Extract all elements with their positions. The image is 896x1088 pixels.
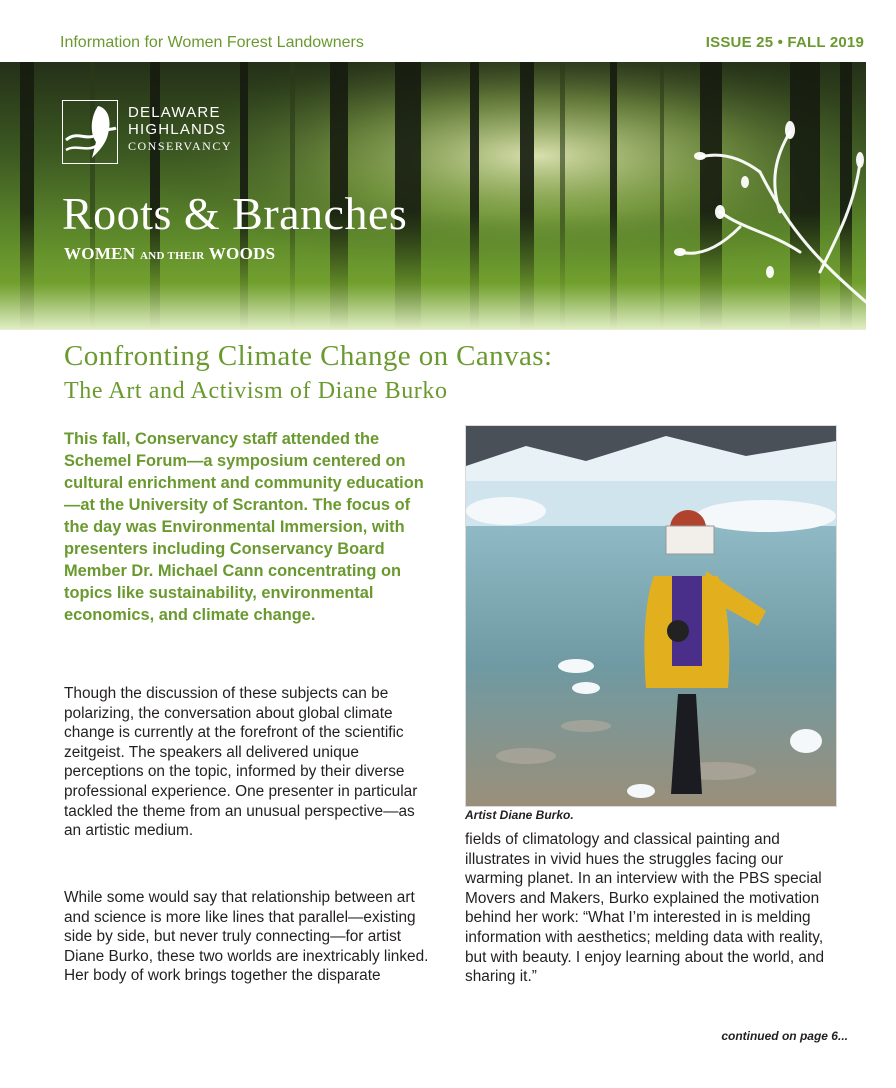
article-paragraph-2: While some would say that relationship between art and science is more like lines that parallel—existing side by side, but never truly connecting—for artist Diane Burko, these two worlds are inextricably linked. Her body of work brings together the disparate bbox=[64, 889, 429, 985]
continued-note: continued on page 6... bbox=[721, 1029, 848, 1043]
logo-line-1: DELAWARE bbox=[128, 104, 221, 121]
masthead-subtitle-and-their: AND THEIR bbox=[139, 250, 205, 262]
logo-line-3: CONSERVANCY bbox=[128, 139, 233, 153]
photo-caption: Artist Diane Burko. bbox=[465, 808, 574, 822]
article-paragraph-3: fields of climatology and classical painting and illustrates in vivid hues the struggles facing our warming planet. In an interview with the PBS special Movers and Makers, Burko explained the motivation behind her work: “What I’m interested in is melding information with aesthetics; melding data with reality, but with beauty. I enjoy learning about the world, and sharing it.” bbox=[465, 831, 825, 986]
masthead-subtitle bbox=[64, 244, 275, 264]
owl-logo-icon bbox=[62, 100, 118, 164]
issue-label: ISSUE 25 • FALL 2019 bbox=[705, 34, 864, 51]
masthead-banner bbox=[0, 62, 866, 330]
masthead-subtitle-women: WOMEN bbox=[64, 244, 136, 263]
artist-photo bbox=[465, 425, 837, 807]
tagline: Information for Women Forest Landowners bbox=[60, 34, 364, 51]
logo-text bbox=[128, 104, 232, 155]
masthead-subtitle-woods: WOODS bbox=[208, 244, 276, 263]
logo-line-2: HIGHLANDS bbox=[128, 121, 227, 138]
glacier-scene-image bbox=[466, 426, 836, 806]
article-lede: This fall, Conservancy staff attended the Schemel Forum—a symposium centered on cultural enrichment and community education—at the University of Scranton. The focus of the day was Environmental Immersion, with presenters including Conservancy Board Member Dr. Michael Cann concentrating on topics like sustainability, environmental economics, and climate change. bbox=[64, 430, 424, 624]
conservancy-logo bbox=[62, 98, 262, 168]
masthead-title: Roots & Branches bbox=[62, 188, 408, 239]
top-bar bbox=[0, 0, 896, 62]
article-paragraph-1: Though the discussion of these subjects can be polarizing, the conversation about global climate change is currently at the forefront of the scientific zeitgeist. The speakers all delivered unique perceptions on the topic, informed by their diverse professional experience. One presenter in particular tackled the theme from an unusual perspective—as an artistic medium. bbox=[64, 685, 418, 840]
article-subheadline: The Art and Activism of Diane Burko bbox=[64, 378, 448, 404]
article-headline: Confronting Climate Change on Canvas: bbox=[64, 340, 553, 372]
